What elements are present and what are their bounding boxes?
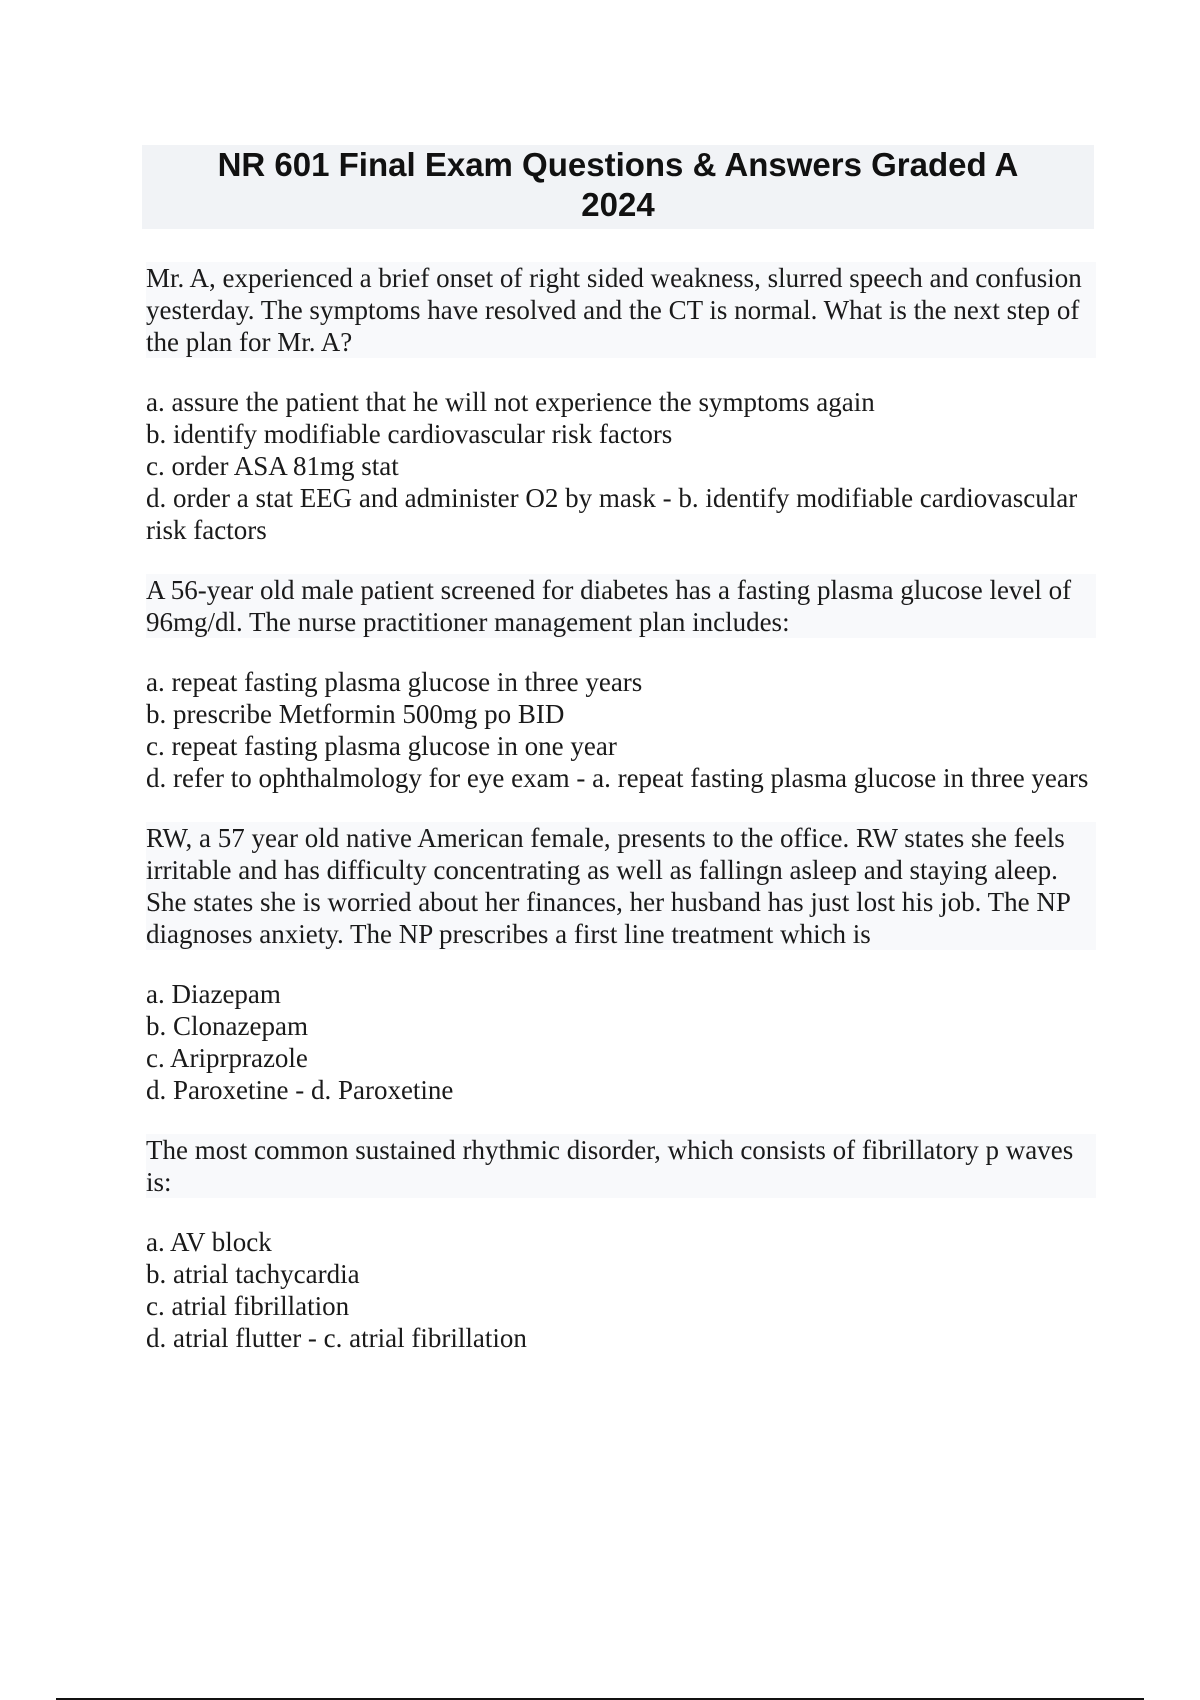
question-stem: RW, a 57 year old native American female, presents to the office. RW states she feels irritable and has difficulty concentrating as well as fallingn asleep and staying aleep. She states she is worried about her finances, her husband has just lost his job. The NP diagnoses anxiety. The NP prescribes a first line treatment which is [146,822,1096,950]
option-d-with-answer: d. refer to ophthalmology for eye exam - a. repeat fasting plasma glucose in three years [146,763,1089,793]
option-c: c. Ariprprazole [146,1043,308,1073]
option-b: b. prescribe Metformin 500mg po BID [146,699,565,729]
option-a: a. AV block [146,1227,272,1257]
answer-options [146,666,1096,794]
question-1 [146,262,1096,546]
option-a: a. assure the patient that he will not experience the symptoms again [146,387,875,417]
question-2 [146,574,1096,794]
document-title [142,145,1094,229]
option-b: b. Clonazepam [146,1011,308,1041]
question-stem: Mr. A, experienced a brief onset of right sided weakness, slurred speech and confusion yesterday. The symptoms have resolved and the CT is normal. What is the next step of the plan for Mr. A? [146,262,1096,358]
option-d-with-answer: d. order a stat EEG and administer O2 by mask - b. identify modifiable cardiovascular risk factors [146,483,1078,545]
title-line-2: 2024 [581,186,655,223]
option-b: b. atrial tachycardia [146,1259,360,1289]
answer-options [146,386,1096,546]
answer-options [146,978,1096,1106]
questions-list [146,262,1096,1382]
question-stem: The most common sustained rhythmic disorder, which consists of fibrillatory p waves is: [146,1134,1096,1198]
option-a: a. repeat fasting plasma glucose in three years [146,667,643,697]
title-line-1: NR 601 Final Exam Questions & Answers Graded A [217,146,1019,183]
option-c: c. repeat fasting plasma glucose in one year [146,731,617,761]
option-a: a. Diazepam [146,979,281,1009]
option-b: b. identify modifiable cardiovascular risk factors [146,419,673,449]
option-d-with-answer: d. atrial flutter - c. atrial fibrillation [146,1323,527,1353]
option-d-with-answer: d. Paroxetine - d. Paroxetine [146,1075,454,1105]
question-4 [146,1134,1096,1354]
question-3 [146,822,1096,1106]
option-c: c. order ASA 81mg stat [146,451,399,481]
question-stem: A 56-year old male patient screened for diabetes has a fasting plasma glucose level of 96mg/dl. The nurse practitioner management plan includes: [146,574,1096,638]
option-c: c. atrial fibrillation [146,1291,350,1321]
answer-options [146,1226,1096,1354]
